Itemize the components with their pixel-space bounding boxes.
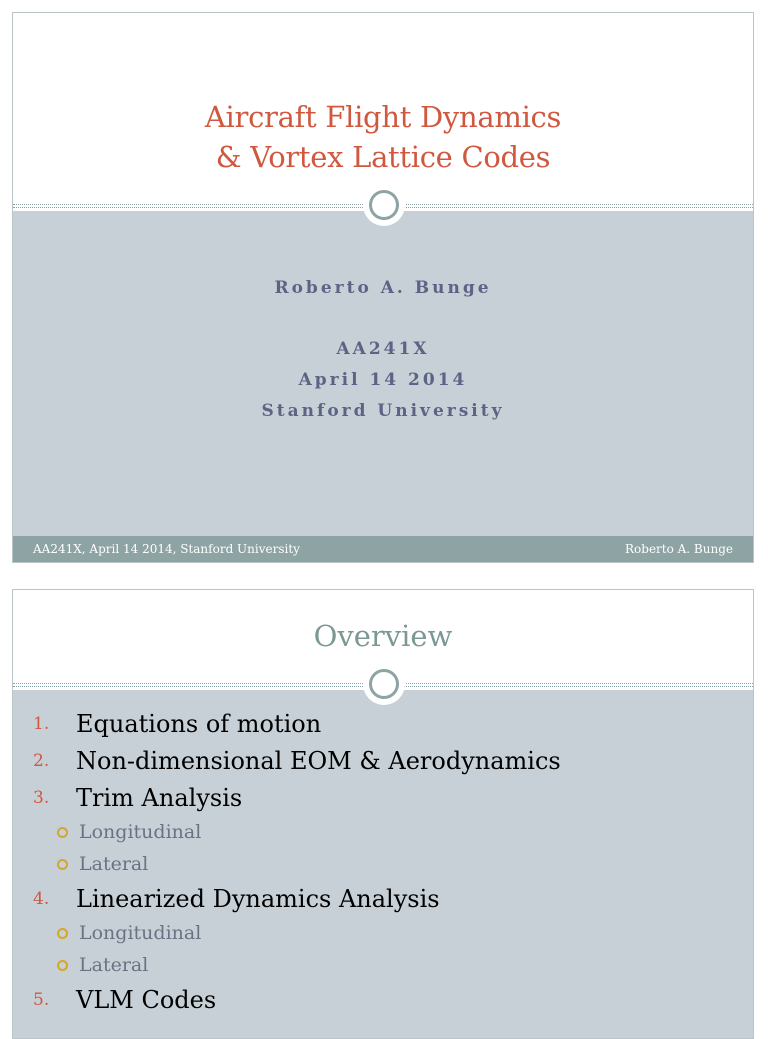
outline-list xyxy=(13,705,753,1018)
title-line-1: Aircraft Flight Dynamics xyxy=(204,100,562,134)
university-name: Stanford University xyxy=(261,401,505,421)
sub-list-item xyxy=(13,949,753,981)
sub-item-label: Longitudinal xyxy=(79,821,202,843)
list-item xyxy=(13,705,753,742)
list-item xyxy=(13,779,753,816)
circle-ornament-icon xyxy=(363,663,405,705)
course-code: AA241X xyxy=(336,339,430,359)
item-label: Equations of motion xyxy=(76,710,322,738)
sub-list-item xyxy=(13,816,753,848)
overview-slide xyxy=(12,589,754,1039)
title-slide xyxy=(12,12,754,563)
item-label: VLM Codes xyxy=(76,986,217,1014)
title-line-2: & Vortex Lattice Codes xyxy=(215,140,551,174)
circle-ornament-icon xyxy=(363,184,405,226)
slide-footer xyxy=(13,536,753,562)
sub-list-item xyxy=(13,848,753,880)
item-number: 1. xyxy=(33,714,50,734)
presentation-date: April 14 2014 xyxy=(298,370,468,390)
ring-bullet-icon xyxy=(57,928,68,939)
list-item xyxy=(13,880,753,917)
item-label: Trim Analysis xyxy=(76,784,243,812)
footer-right-text: Roberto A. Bunge xyxy=(625,542,733,556)
list-item xyxy=(13,742,753,779)
list-item xyxy=(13,981,753,1018)
sub-item-label: Lateral xyxy=(79,853,149,875)
slide-title xyxy=(13,97,753,177)
ring-bullet-icon xyxy=(57,960,68,971)
item-number: 5. xyxy=(33,990,50,1010)
sub-item-label: Lateral xyxy=(79,954,149,976)
item-label: Non-dimensional EOM & Aerodynamics xyxy=(76,747,561,775)
ring-bullet-icon xyxy=(57,859,68,870)
sub-item-label: Longitudinal xyxy=(79,922,202,944)
footer-left-text: AA241X, April 14 2014, Stanford University xyxy=(33,542,300,556)
item-number: 4. xyxy=(33,889,50,909)
title-area xyxy=(13,13,753,205)
subtitle-block xyxy=(13,273,753,427)
item-number: 3. xyxy=(33,788,50,808)
author-name: Roberto A. Bunge xyxy=(274,278,492,298)
item-number: 2. xyxy=(33,751,50,771)
ring-bullet-icon xyxy=(57,827,68,838)
sub-list-item xyxy=(13,917,753,949)
item-label: Linearized Dynamics Analysis xyxy=(76,885,440,913)
slide-title: Overview xyxy=(313,619,453,653)
